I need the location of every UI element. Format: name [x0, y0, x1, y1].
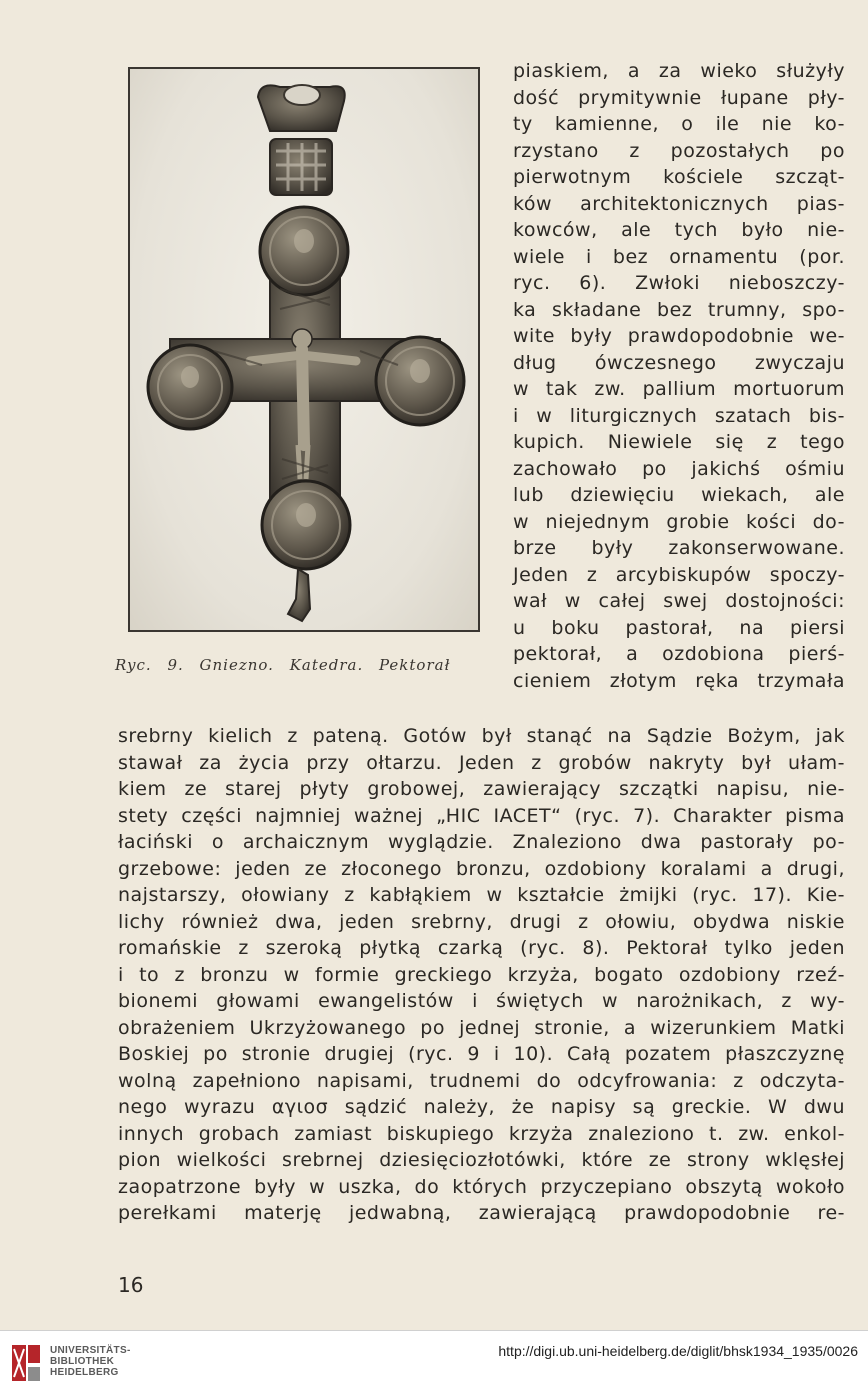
text-line: i w liturgicznych szatach bis-: [513, 404, 845, 427]
text-line: ka składane bez trumny, spo-: [513, 298, 845, 321]
text-line: Jeden z arcybiskupów spoczy-: [513, 563, 845, 586]
text-line: ryc. 6). Zwłoki nieboszczy-: [513, 272, 845, 294]
text-line: nego wyrazu αγιοσ sądzić należy, że napisy są greckie. W dwu: [118, 1096, 845, 1118]
text-line: pierwotnym kościele szcząt-: [513, 166, 845, 188]
text-line: cieniem złotym ręka trzymała: [513, 669, 845, 692]
text-line: ków architektonicznych pias-: [513, 192, 845, 215]
library-logo[interactable]: [10, 1341, 200, 1385]
source-url[interactable]: http://digi.ub.uni-heidelberg.de/diglit/bhsk1934_1935/0026: [498, 1343, 858, 1359]
text-line: perełkami materję jedwabną, zawierającą prawdopodobnie re-: [118, 1202, 845, 1224]
text-line: obrażeniem Ukrzyżowanego po jednej stronie, a wizerunkiem Matki: [118, 1016, 845, 1039]
text-line: w tak zw. pallium mortuorum: [513, 378, 845, 400]
text-line: u boku pastorał, na piersi: [513, 616, 845, 639]
text-line: wolną zapełniono napisami, trudnemi do odcyfrowania: z odczyta-: [118, 1069, 845, 1092]
text-line: Boskiej po stronie drugiej (ryc. 9 i 10). Całą pozatem płaszczyznę: [118, 1043, 845, 1065]
page-number: 16: [118, 1273, 144, 1297]
text-line: kupich. Niewiele się z tego: [513, 431, 845, 453]
text-line: zachowało po jakichś ośmiu: [513, 457, 845, 480]
text-line: bionemi głowami ewangelistów i świętych w narożnikach, z wy-: [118, 990, 845, 1012]
text-line: brze były zakonserwowane.: [513, 537, 845, 559]
text-line: kiem ze starej płyty grobowej, zawierający szczątki napisu, nie-: [118, 778, 845, 800]
library-name: [50, 1345, 131, 1378]
pectoral-cross-image: [130, 69, 478, 630]
text-line: stawał za życia przy ołtarzu. Jeden z grobów nakryty był ułam-: [118, 751, 845, 774]
library-emblem-icon: [10, 1343, 42, 1383]
text-line: pion wielkości srebrnej dziesięciozłotówki, które ze strony wklęsłej: [118, 1149, 845, 1171]
text-line: wał w całej swej dostojności:: [513, 590, 845, 612]
text-line: ty kamienne, o ile nie ko-: [513, 113, 845, 135]
text-line: grzebowe: jeden ze złoconego bronzu, ozdobiony koralami a drugi,: [118, 857, 845, 880]
text-line: w niejednym grobie kości do-: [513, 510, 845, 533]
text-line: piaskiem, a za wieko służyły: [513, 60, 845, 82]
library-name-line: UNIVERSITÄTS-: [50, 1345, 131, 1356]
library-name-line: BIBLIOTHEK: [50, 1356, 115, 1367]
text-line: lub dziewięciu wiekach, ale: [513, 484, 845, 506]
text-line: kowców, ale tych było nie-: [513, 219, 845, 241]
text-line: pektorał, a ozdobiona pierś-: [513, 643, 845, 665]
text-line: rzystano z pozostałych po: [513, 139, 845, 162]
text-line: łaciński o archaicznym wyglądzie. Znaleziono dwa pastorały po-: [118, 831, 845, 853]
text-line: srebrny kielich z pateną. Gotów był stanąć na Sądzie Bożym, jak: [118, 725, 845, 747]
figure-caption: Ryc. 9. Gniezno. Katedra. Pektorał: [115, 656, 451, 674]
text-line: zaopatrzone były w uszka, do których przyczepiano obszytą wokoło: [118, 1175, 845, 1198]
text-line: romańskie z szeroką płytką czarką (ryc. 8). Pektorał tylko jeden: [118, 937, 845, 959]
pectoral-cross-photo: [128, 67, 480, 632]
text-line: i to z bronzu w formie greckiego krzyża, bogato ozdobiony rzeź-: [118, 963, 845, 986]
library-footer: [0, 1330, 868, 1394]
text-line: wite były prawdopodobnie we-: [513, 325, 845, 347]
text-line: wiele i bez ornamentu (por.: [513, 245, 845, 268]
text-line: stety części najmniej ważnej „HIC IACET“ (ryc. 7). Charakter pisma: [118, 804, 845, 827]
library-name-line: HEIDELBERG: [50, 1367, 119, 1378]
text-line: najstarszy, ołowiany z kabłąkiem w kształcie żmijki (ryc. 17). Kie-: [118, 884, 845, 906]
text-line: dość prymitywnie łupane pły-: [513, 86, 845, 109]
text-line: innych grobach zamiast biskupiego krzyża znaleziono t. zw. enkol-: [118, 1122, 845, 1145]
text-line: dług ówczesnego zwyczaju: [513, 351, 845, 374]
text-line: lichy również dwa, jeden srebrny, drugi z ołowiu, obydwa niskie: [118, 910, 845, 933]
